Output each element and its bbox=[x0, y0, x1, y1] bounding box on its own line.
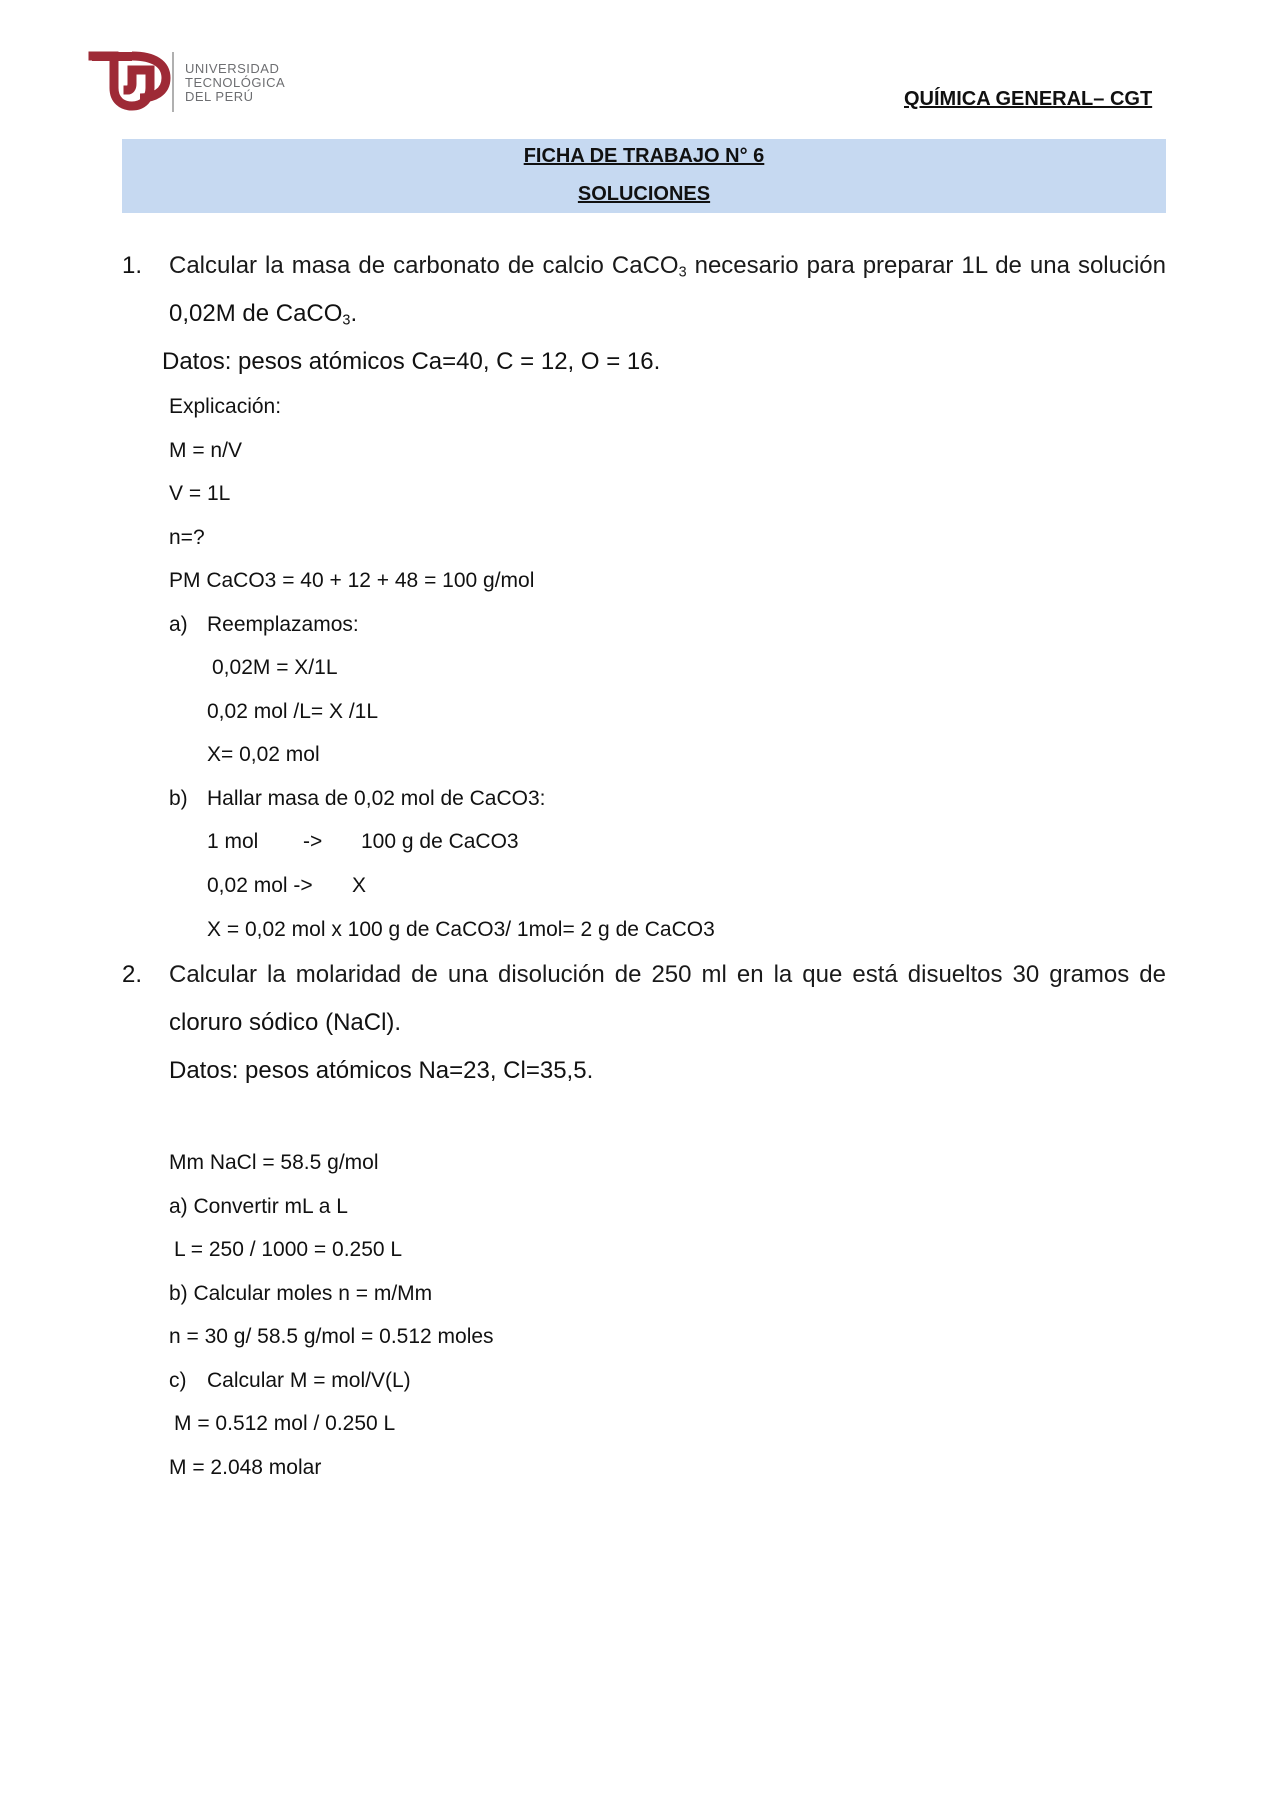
step-b-line-2-right: X bbox=[352, 874, 367, 897]
step-b-label: b) bbox=[169, 787, 188, 810]
step-a-line-2: 0,02 mol /L= X /1L bbox=[207, 700, 379, 723]
worksheet-subtitle: SOLUCIONES bbox=[577, 183, 711, 205]
step-b-title: Hallar masa de 0,02 mol de CaCO3: bbox=[207, 787, 546, 810]
question-2-text-line1: Calcular la molaridad de una disolución de 250 ml en la que está disueltos 30 gramos de bbox=[169, 961, 1166, 988]
volume-value: V = 1L bbox=[169, 482, 231, 505]
step-b-line-1-right: 100 g de CaCO3 bbox=[361, 830, 519, 853]
question-1-text-line2: 0,02M de CaCO$_3$. bbox=[169, 300, 358, 329]
logo-divider bbox=[172, 52, 174, 112]
logo-line-1: UNIVERSIDAD bbox=[185, 61, 280, 76]
step-a-label: a) bbox=[169, 613, 188, 636]
moles-unknown: n=? bbox=[169, 526, 205, 549]
step-2b-line: n = 30 g/ 58.5 g/mol = 0.512 moles bbox=[169, 1325, 494, 1348]
explicacion-label: Explicación: bbox=[169, 395, 282, 418]
step-2c-line-1: M = 0.512 mol / 0.250 L bbox=[174, 1412, 396, 1435]
logo-line-2: TECNOLÓGICA bbox=[185, 75, 286, 90]
worksheet-title: FICHA DE TRABAJO N° 6 bbox=[523, 145, 765, 167]
utp-logo-icon bbox=[88, 48, 172, 118]
logo-line-3: DEL PERÚ bbox=[185, 89, 254, 104]
step-2a-title: a) Convertir mL a L bbox=[169, 1195, 348, 1218]
formula-molarity: M = n/V bbox=[169, 439, 242, 462]
question-2-number: 2. bbox=[122, 961, 143, 988]
course-title: QUÍMICA GENERAL– CGT bbox=[904, 88, 1153, 110]
molar-mass-nacl: Mm NaCl = 58.5 g/mol bbox=[169, 1151, 379, 1174]
step-2c-label: c) bbox=[169, 1369, 187, 1392]
question-2-datos: Datos: pesos atómicos Na=23, Cl=35,5. bbox=[169, 1057, 594, 1084]
question-1-number: 1. bbox=[122, 252, 143, 279]
step-2a-line: L = 250 / 1000 = 0.250 L bbox=[174, 1238, 403, 1261]
step-b-line-2-left: 0,02 mol -> bbox=[207, 874, 313, 897]
step-a-title: Reemplazamos: bbox=[207, 613, 359, 636]
question-1-text-line1: Calcular la masa de carbonato de calcio CaCO$_3$ necesario para preparar 1L de una solución bbox=[169, 252, 1167, 281]
step-a-line-1: 0,02M = X/1L bbox=[212, 656, 338, 679]
step-2c-title: Calcular M = mol/V(L) bbox=[207, 1369, 411, 1392]
step-2c-line-2: M = 2.048 molar bbox=[169, 1456, 322, 1479]
step-b-line-3: X = 0,02 mol x 100 g de CaCO3/ 1mol= 2 g de CaCO3 bbox=[207, 918, 715, 941]
step-b-line-1-left: 1 mol bbox=[207, 830, 259, 853]
title-band bbox=[122, 139, 1166, 213]
molar-mass-caco3: PM CaCO3 = 40 + 12 + 48 = 100 g/mol bbox=[169, 569, 535, 592]
step-b-line-1-arrow: -> bbox=[303, 830, 323, 853]
university-logo bbox=[88, 48, 298, 118]
question-1-datos: Datos: pesos atómicos Ca=40, C = 12, O = 16. bbox=[162, 348, 661, 375]
step-a-line-3: X= 0,02 mol bbox=[207, 743, 320, 766]
question-2-text-line2: cloruro sódico (NaCl). bbox=[169, 1009, 402, 1036]
step-2b-title: b) Calcular moles n = m/Mm bbox=[169, 1282, 433, 1305]
